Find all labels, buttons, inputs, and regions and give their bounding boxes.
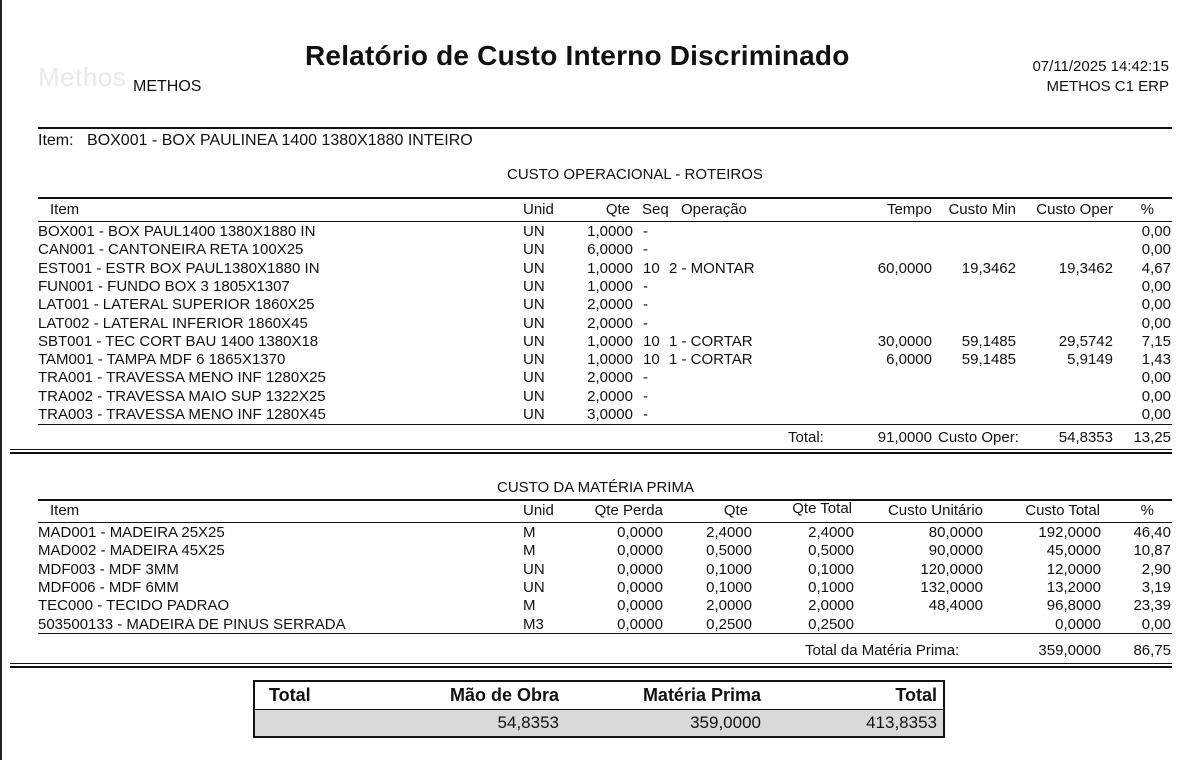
- mcol-perda: Qte Perda: [594, 502, 663, 519]
- cell-qte: 2,0000: [587, 387, 633, 405]
- operational-top-rule: [38, 197, 1172, 199]
- methos-logo-watermark: Methos: [38, 62, 127, 92]
- operational-total-custo: 54,8353: [1058, 429, 1113, 446]
- summary-header-total: Total: [269, 685, 311, 705]
- cell-seq: -: [643, 223, 648, 240]
- mcell-pct: 0,00: [1141, 615, 1171, 633]
- mcell-unitario: 48,4000: [928, 597, 983, 615]
- cell-seq: -: [643, 296, 648, 314]
- col-custo-min: Custo Min: [948, 201, 1016, 218]
- cell-operacao: 1 - CORTAR: [669, 351, 753, 369]
- cell-tempo: 60,0000: [877, 259, 932, 277]
- col-custo-oper: Custo Oper: [1036, 201, 1113, 218]
- cell-seq: 10: [643, 332, 660, 350]
- mcell-item: MAD002 - MADEIRA 45X25: [38, 542, 225, 560]
- mcol-qte: Qte: [723, 502, 748, 519]
- system-name: METHOS C1 ERP: [1046, 78, 1169, 95]
- cell-custo-min: 59,1485: [961, 351, 1016, 369]
- mcell-unitario: 90,0000: [928, 542, 983, 560]
- cell-pct: 0,00: [1141, 296, 1171, 314]
- mcell-qte-total: 0,2500: [808, 615, 854, 633]
- cell-seq: 10: [643, 259, 660, 277]
- mcell-unid: UN: [523, 560, 545, 578]
- page-left-border: [0, 0, 2, 760]
- company-name: METHOS: [133, 78, 202, 95]
- cell-qte: 2,0000: [587, 296, 633, 314]
- mcol-unitario: Custo Unitário: [887, 502, 983, 519]
- mcell-perda: 0,0000: [617, 578, 663, 596]
- cell-qte: 1,0000: [587, 223, 633, 240]
- mcell-unid: M3: [523, 615, 544, 633]
- materials-double-rule-1: [10, 663, 1172, 664]
- mcol-qte-total: Qte Total: [792, 500, 852, 517]
- operational-bottom-rule: [38, 424, 1172, 425]
- cell-item: TRA003 - TRAVESSA MENO INF 1280X45: [38, 406, 326, 423]
- operational-header-rule: [38, 221, 1172, 222]
- cell-item: FUN001 - FUNDO BOX 3 1805X1307: [38, 277, 290, 295]
- item-value: BOX001 - BOX PAULINEA 1400 1380X1880 INTEIRO: [87, 132, 473, 149]
- materials-total-value: 359,0000: [1038, 642, 1101, 659]
- mcell-qte-total: 0,1000: [808, 560, 854, 578]
- cell-custo-oper: 5,9149: [1067, 351, 1113, 369]
- cell-item: TRA001 - TRAVESSA MENO INF 1280X25: [38, 369, 326, 387]
- cell-tempo: 6,0000: [886, 351, 932, 369]
- cell-pct: 0,00: [1141, 406, 1171, 423]
- cell-pct: 0,00: [1141, 277, 1171, 295]
- cell-unid: UN: [523, 332, 545, 350]
- mcell-item: TEC000 - TECIDO PADRAO: [38, 597, 230, 615]
- cell-qte: 2,0000: [587, 314, 633, 332]
- operational-total-pct: 13,25: [1133, 429, 1171, 446]
- cell-item: TRA002 - TRAVESSA MAIO SUP 1322X25: [38, 387, 326, 405]
- mcell-qte-total: 0,1000: [808, 578, 854, 596]
- cell-qte: 3,0000: [587, 406, 633, 423]
- mcell-qte: 0,1000: [706, 578, 752, 596]
- cell-item: TAM001 - TAMPA MDF 6 1865X1370: [38, 351, 286, 369]
- mcell-qte: 0,1000: [706, 560, 752, 578]
- cell-unid: UN: [523, 314, 545, 332]
- mcell-perda: 0,0000: [617, 542, 663, 560]
- cell-seq: -: [643, 241, 648, 259]
- cell-qte: 1,0000: [587, 259, 633, 277]
- cell-unid: UN: [523, 241, 545, 259]
- col-qte: Qte: [605, 201, 630, 218]
- mcell-qte: 0,2500: [706, 615, 752, 633]
- cell-qte: 1,0000: [587, 277, 633, 295]
- materials-bottom-rule: [38, 633, 1172, 634]
- mcell-unitario: 80,0000: [928, 524, 983, 541]
- cell-item: EST001 - ESTR BOX PAUL1380X1880 IN: [38, 259, 320, 277]
- report-title: Relatório de Custo Interno Discriminado: [305, 40, 850, 71]
- item-line: [38, 132, 473, 150]
- summary-value-mao-obra: 54,8353: [497, 713, 559, 732]
- summary-header-mao-obra: Mão de Obra: [449, 685, 559, 705]
- mcell-qte-total: 0,5000: [808, 542, 854, 560]
- mcell-unid: M: [523, 597, 536, 615]
- mcell-item: 503500133 - MADEIRA DE PINUS SERRADA: [38, 615, 346, 633]
- mcell-qte: 2,0000: [706, 597, 752, 615]
- mcell-qte: 2,4000: [706, 524, 752, 541]
- mcell-perda: 0,0000: [617, 615, 663, 633]
- col-pct: %: [1140, 201, 1154, 218]
- mcell-pct: 2,90: [1141, 560, 1171, 578]
- operational-total-label: Total:: [788, 429, 824, 446]
- cell-pct: 0,00: [1141, 314, 1171, 332]
- operational-section-title: CUSTO OPERACIONAL - ROTEIROS: [507, 166, 763, 183]
- mcell-item: MDF003 - MDF 3MM: [38, 560, 179, 578]
- mcell-total: 192,0000: [1038, 524, 1101, 541]
- mcell-total: 96,8000: [1046, 597, 1101, 615]
- mcell-item: MAD001 - MADEIRA 25X25: [38, 524, 225, 541]
- item-label: Item:: [38, 132, 74, 149]
- operational-double-rule-1: [10, 449, 1172, 450]
- mcol-item: Item: [50, 502, 80, 519]
- cell-qte: 6,0000: [587, 241, 633, 259]
- col-operacao: Operação: [681, 201, 747, 218]
- summary-value-materia-prima: 359,0000: [690, 713, 761, 732]
- operational-total-custo-label: Custo Oper:: [938, 429, 1019, 446]
- cell-operacao: 2 - MONTAR: [669, 259, 755, 277]
- report-datetime: 07/11/2025 14:42:15: [1032, 58, 1169, 75]
- mcell-unitario: 120,0000: [920, 560, 983, 578]
- cell-seq: -: [643, 406, 648, 423]
- cell-custo-min: 59,1485: [961, 332, 1016, 350]
- mcol-pct: %: [1140, 502, 1154, 519]
- cell-qte: 1,0000: [587, 332, 633, 350]
- mcell-pct: 23,39: [1133, 597, 1171, 615]
- materials-section-title: CUSTO DA MATÉRIA PRIMA: [497, 479, 694, 496]
- col-tempo: Tempo: [886, 201, 932, 218]
- summary-value-total: 413,8353: [866, 713, 937, 732]
- cell-unid: UN: [523, 351, 545, 369]
- mcell-item: MDF006 - MDF 6MM: [38, 578, 179, 596]
- cell-unid: UN: [523, 369, 545, 387]
- cell-pct: 7,15: [1141, 332, 1171, 350]
- mcell-perda: 0,0000: [617, 560, 663, 578]
- materials-total-pct: 86,75: [1133, 642, 1171, 659]
- cell-operacao: 1 - CORTAR: [669, 332, 753, 350]
- mcell-qte: 0,5000: [706, 542, 752, 560]
- summary-header-row: [255, 682, 943, 710]
- summary-header-total-right: Total: [895, 685, 937, 705]
- summary-header-materia-prima: Matéria Prima: [642, 685, 761, 705]
- mcell-qte-total: 2,4000: [808, 524, 854, 541]
- mcell-pct: 10,87: [1133, 542, 1171, 560]
- cell-unid: UN: [523, 223, 545, 240]
- header-divider: [38, 127, 1172, 129]
- cell-seq: -: [643, 369, 648, 387]
- col-seq: Seq: [642, 201, 669, 218]
- cell-item: BOX001 - BOX PAUL1400 1380X1880 IN: [38, 223, 316, 240]
- summary-values-row: [255, 710, 943, 736]
- mcell-unid: M: [523, 542, 536, 560]
- mcell-perda: 0,0000: [617, 597, 663, 615]
- cell-seq: -: [643, 277, 648, 295]
- cell-unid: UN: [523, 277, 545, 295]
- cell-tempo: 30,0000: [877, 332, 932, 350]
- col-unid: Unid: [523, 201, 554, 218]
- cell-seq: 10: [643, 351, 660, 369]
- mcell-unid: UN: [523, 578, 545, 596]
- materials-total-label: Total da Matéria Prima:: [805, 642, 960, 659]
- materials-top-rule: [38, 499, 1172, 501]
- mcell-total: 45,0000: [1046, 542, 1101, 560]
- cell-pct: 0,00: [1141, 369, 1171, 387]
- cell-item: CAN001 - CANTONEIRA RETA 100X25: [38, 241, 304, 259]
- cell-item: LAT002 - LATERAL INFERIOR 1860X45: [38, 314, 308, 332]
- cell-unid: UN: [523, 406, 545, 423]
- materials-double-rule-2: [10, 666, 1172, 668]
- mcol-unid: Unid: [523, 502, 554, 519]
- cell-pct: 0,00: [1141, 387, 1171, 405]
- cell-pct: 1,43: [1141, 351, 1171, 369]
- mcell-total: 0,0000: [1055, 615, 1101, 633]
- cell-unid: UN: [523, 296, 545, 314]
- mcell-perda: 0,0000: [617, 524, 663, 541]
- mcell-qte-total: 2,0000: [808, 597, 854, 615]
- cell-seq: -: [643, 387, 648, 405]
- materials-header-rule: [38, 522, 1172, 523]
- cell-item: SBT001 - TEC CORT BAU 1400 1380X18: [38, 332, 319, 350]
- cell-seq: -: [643, 314, 648, 332]
- mcell-pct: 46,40: [1133, 524, 1171, 541]
- cell-pct: 0,00: [1141, 223, 1171, 240]
- cell-unid: UN: [523, 259, 545, 277]
- cell-item: LAT001 - LATERAL SUPERIOR 1860X25: [38, 296, 315, 314]
- mcol-total: Custo Total: [1025, 502, 1100, 519]
- cell-qte: 1,0000: [587, 351, 633, 369]
- cell-qte: 2,0000: [587, 369, 633, 387]
- mcell-pct: 3,19: [1141, 578, 1171, 596]
- mcell-unitario: 132,0000: [920, 578, 983, 596]
- summary-totals-box: [253, 680, 945, 738]
- cell-pct: 0,00: [1141, 241, 1171, 259]
- cell-custo-oper: 19,3462: [1058, 259, 1113, 277]
- cell-custo-oper: 29,5742: [1058, 332, 1113, 350]
- operational-total-tempo: 91,0000: [877, 429, 932, 446]
- cell-pct: 4,67: [1141, 259, 1171, 277]
- operational-double-rule-2: [10, 452, 1172, 454]
- col-item: Item: [50, 201, 80, 218]
- mcell-unid: M: [523, 524, 536, 541]
- mcell-total: 12,0000: [1046, 560, 1101, 578]
- mcell-total: 13,2000: [1046, 578, 1101, 596]
- cell-custo-min: 19,3462: [961, 259, 1016, 277]
- cell-unid: UN: [523, 387, 545, 405]
